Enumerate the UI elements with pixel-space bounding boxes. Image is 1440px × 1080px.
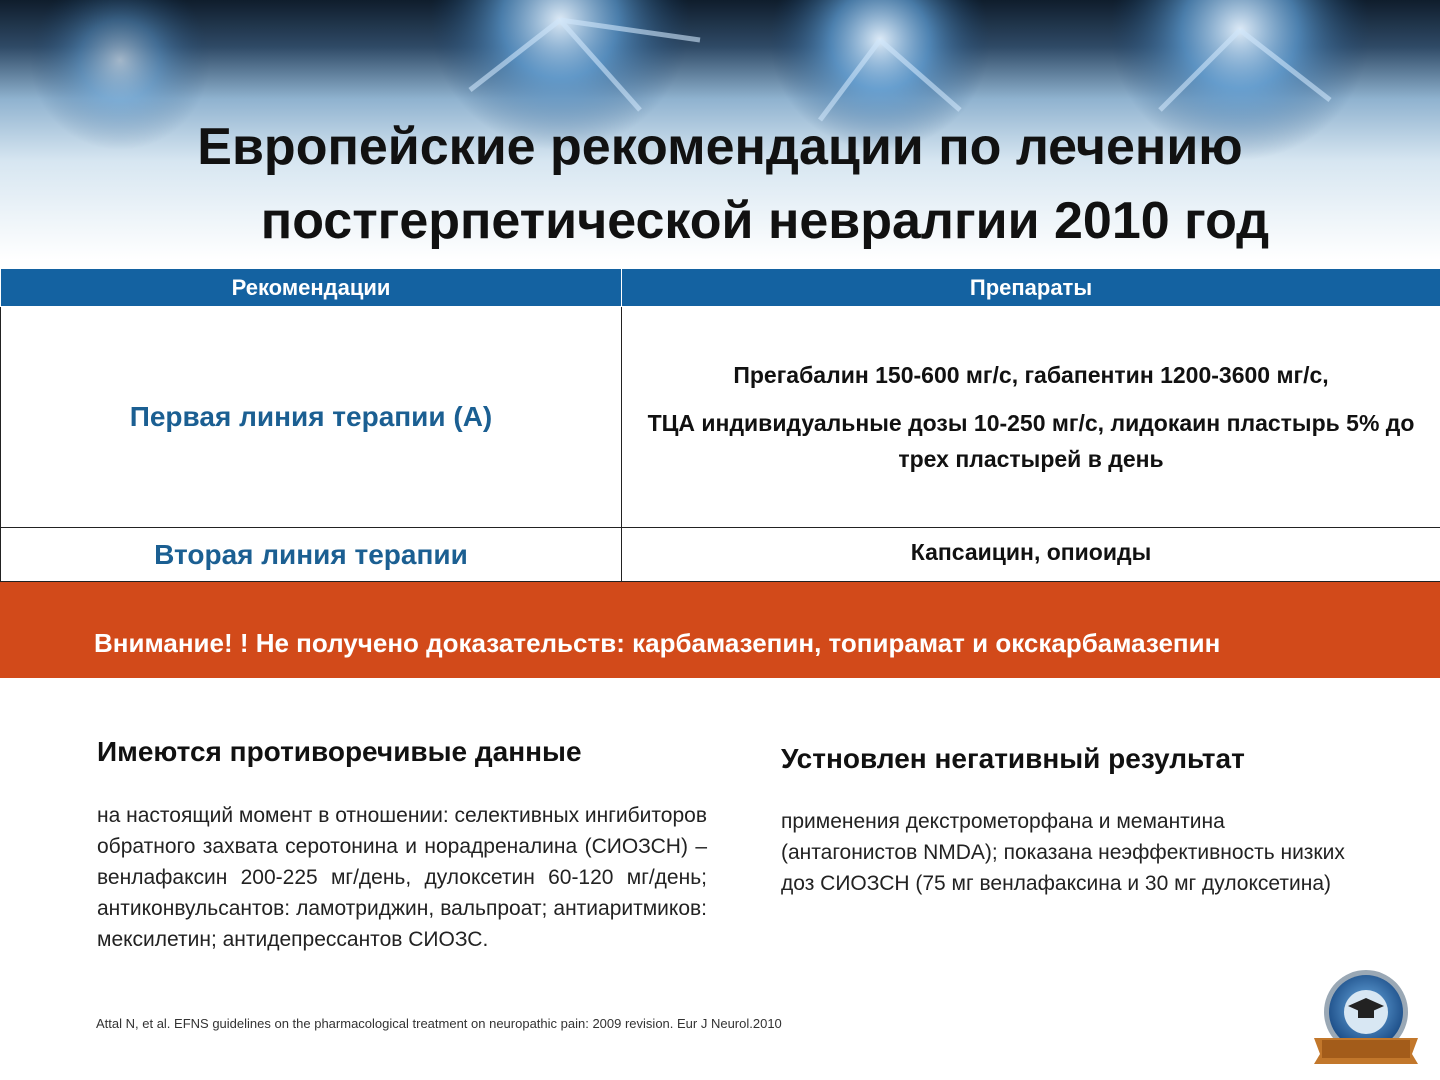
forum-logo [1308,968,1424,1068]
warning-text: Внимание! ! Не получено доказательств: карбамазепин, топирамат и окскарбамазепин [94,628,1221,658]
row-first-line-label [1,307,622,528]
citation: Attal N, et al. EFNS guidelines on the pharmacological treatment on neuropathic pain: 2009 revision. Eur J Neurol.2010 [96,1016,782,1031]
first-line-label: Первая линия терапии (А) [129,401,493,432]
left-column-heading: Имеются противоречивые данные [97,736,582,767]
left-column-text: на настоящий момент в отношении: селективных ингибиторов обратного захвата серотонина и норадреналина (СИОЗСН) – венлафаксин 200-225 мг/день, дулоксетин 60-120 мг/день; антиконвульсантов: ламотриджин, вальпроат; антиаритмиков: мексилетин; антидепрессантов СИОЗС. [97,804,707,951]
table-header-row [1,269,1440,307]
second-line-drugs: Капсаицин, опиоиды [910,539,1152,565]
recommendations-table [0,268,1440,582]
right-column-body [781,806,1351,899]
right-column-heading: Устновлен негативный результат [781,743,1245,774]
left-column-body [97,800,707,955]
first-line-drugs-2: ТЦА индивидуальные дозы 10-250 мг/с, лидокаин пластырь 5% до трех пластырей в день [647,410,1415,472]
row-second-line-label [1,528,622,582]
row-first-line-drugs [622,307,1440,528]
table-row [1,307,1440,528]
first-line-drugs-1: Прегабалин 150-600 мг/с, габапентин 1200-3600 мг/с, [733,362,1329,388]
header-drugs: Препараты [622,269,1440,307]
header-recommendations: Рекомендации [1,269,622,307]
title-line-2: постгерпетической невралгии 2010 год [260,192,1270,250]
second-line-label: Вторая линия терапии [154,538,468,570]
table-row [1,528,1440,582]
right-column-text: применения декстрометорфана и мемантина (антагонистов NMDA); показана неэффективность низких доз СИОЗСН (75 мг венлафаксина и 30 мг дулоксетина) [781,810,1345,895]
row-second-line-drugs [622,528,1440,582]
page-title [110,110,1330,258]
title-line-1: Европейские рекомендации по лечению [197,118,1243,176]
